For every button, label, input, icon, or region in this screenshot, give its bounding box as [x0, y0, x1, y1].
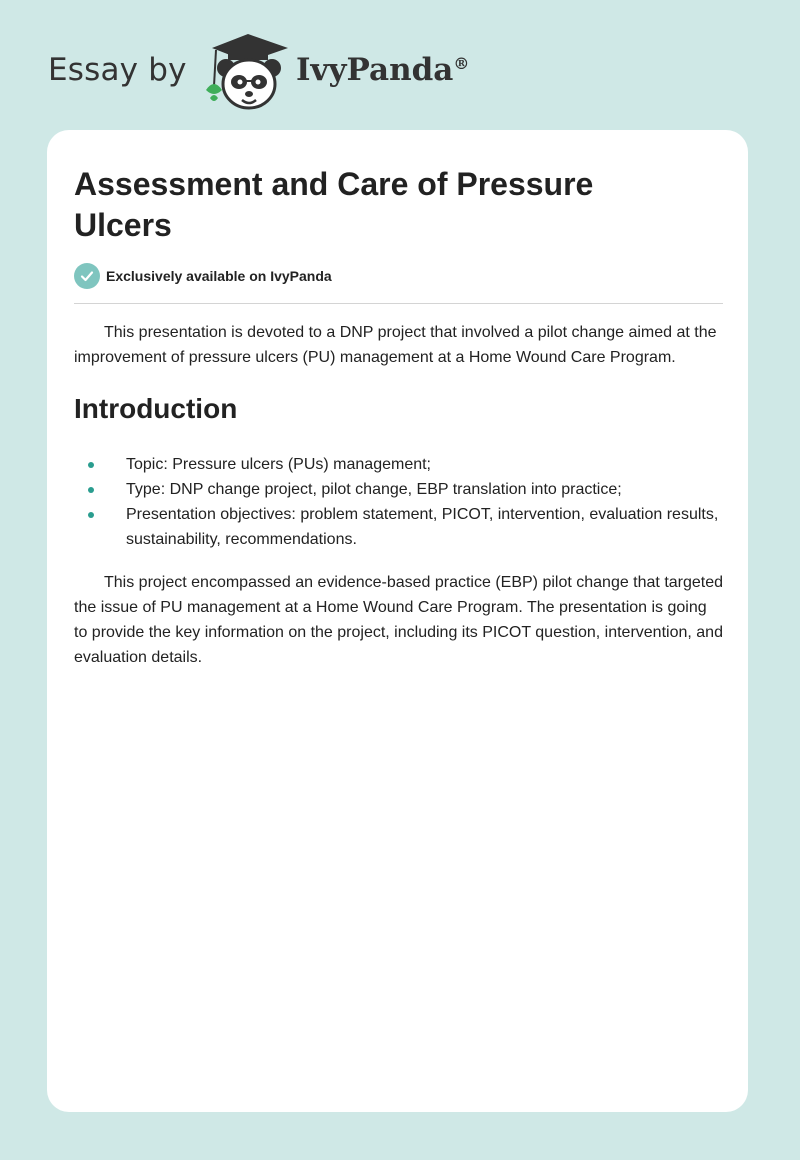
exclusive-badge-text: Exclusively available on IvyPanda [106, 268, 332, 284]
brand-logo-text[interactable]: IvyPanda® [296, 52, 470, 88]
article-body [74, 320, 724, 670]
bullet-dot [88, 512, 94, 518]
body-paragraph: This project encompassed an evidence-based practice (EBP) pilot change that targeted the issue of PU management at a Home Wound Care Program. The presentation is going to provide the key information on the project, including its PICOT question, intervention, and evaluation details. [74, 574, 724, 666]
intro-paragraph: This presentation is devoted to a DNP project that involved a pilot change aimed at the improvement of pressure ulcers (PU) management at a Home Wound Care Program. [74, 324, 717, 366]
list-item: Topic: Pressure ulcers (PUs) management; [74, 452, 724, 477]
check-icon [74, 263, 100, 289]
exclusive-badge [74, 263, 332, 289]
essay-card [47, 130, 748, 1112]
panda-graduate-icon[interactable] [202, 32, 294, 112]
essay-by-label: Essay by [48, 52, 187, 88]
bullet-dot [88, 462, 94, 468]
bullet-dot [88, 487, 94, 493]
section-heading: Introduction [74, 393, 238, 424]
bullet-list [74, 452, 724, 552]
divider [74, 303, 723, 304]
site-header [48, 30, 748, 110]
list-item: Type: DNP change project, pilot change, EBP translation into practice; [74, 477, 724, 502]
page-title: Assessment and Care of Pressure Ulcers [74, 166, 594, 243]
list-item: Presentation objectives: problem statement, PICOT, intervention, evaluation results, sustainability, recommendations. [74, 502, 724, 552]
